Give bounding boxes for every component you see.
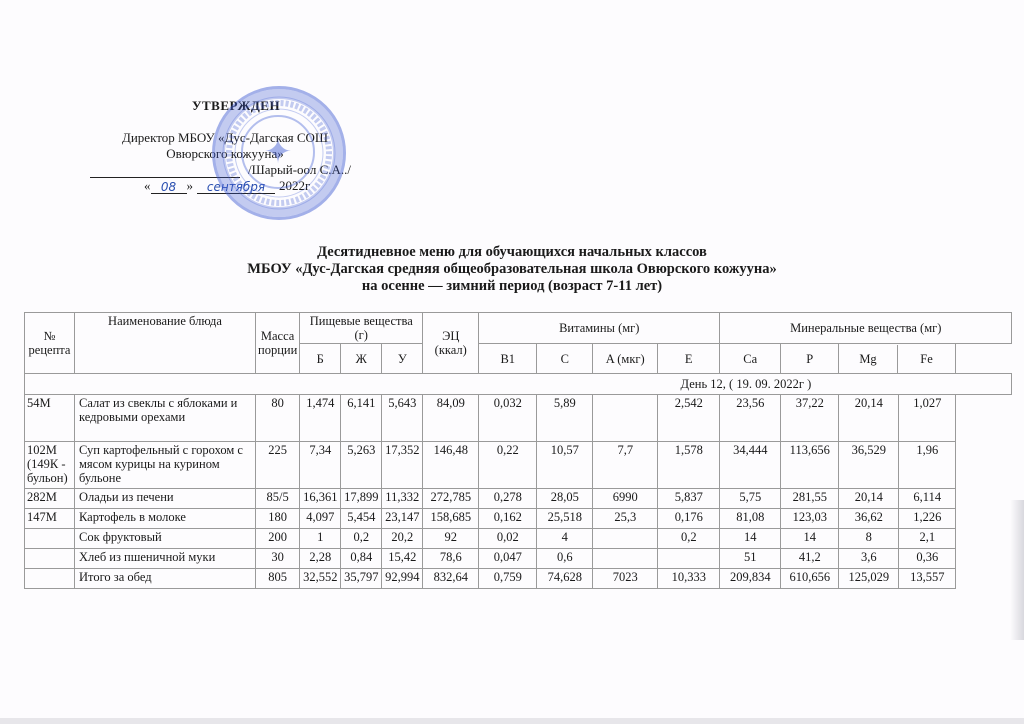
portion: 80 xyxy=(256,395,300,442)
vitamin-c: 74,628 xyxy=(537,569,593,589)
vitamin-e: 10,333 xyxy=(658,569,720,589)
calcium: 51 xyxy=(720,549,781,569)
approval-signer: /Шарый-оол С.А../ xyxy=(248,162,352,177)
header-u: У xyxy=(382,344,423,374)
vitamin-c: 10,57 xyxy=(537,442,593,489)
vitamin-b1: 0,02 xyxy=(479,529,537,549)
vitamin-c: 0,6 xyxy=(537,549,593,569)
calcium: 5,75 xyxy=(720,489,781,509)
header-mg-fe xyxy=(839,344,956,374)
recipe-code: 147М xyxy=(25,509,75,529)
vitamin-a: 7023 xyxy=(593,569,658,589)
vitamin-e: 5,837 xyxy=(658,489,720,509)
page-edge-shadow xyxy=(1010,500,1024,640)
table-row xyxy=(25,509,1012,529)
portion: 225 xyxy=(256,442,300,489)
energy: 272,785 xyxy=(423,489,479,509)
header-portion: Масса порции xyxy=(256,313,300,374)
fat: 5,263 xyxy=(341,442,382,489)
portion: 805 xyxy=(256,569,300,589)
fat: 0,2 xyxy=(341,529,382,549)
calcium: 14 xyxy=(720,529,781,549)
day-label: День 12, ( 19. 09. 2022г ) xyxy=(25,374,1012,395)
approval-heading: УТВЕРЖДЕН xyxy=(191,98,281,113)
header-zh: Ж xyxy=(341,344,382,374)
header-mg: Mg xyxy=(839,345,898,373)
carbs: 11,332 xyxy=(382,489,423,509)
header-recipe-no: № рецепта xyxy=(25,313,75,374)
phosphorus: 610,656 xyxy=(781,569,839,589)
vitamin-a xyxy=(593,529,658,549)
vitamin-c: 5,89 xyxy=(537,395,593,442)
magnesium: 20,14 xyxy=(839,395,899,442)
calcium: 81,08 xyxy=(720,509,781,529)
dish-name: Суп картофельный с горохом с мясом курицы на курином бульоне xyxy=(75,442,256,489)
header-a: A (мкг) xyxy=(593,344,658,374)
header-c: C xyxy=(537,344,593,374)
energy: 146,48 xyxy=(423,442,479,489)
portion: 180 xyxy=(256,509,300,529)
header-nutrients: Пищевые вещества (г) xyxy=(300,313,423,344)
energy: 78,6 xyxy=(423,549,479,569)
header-energy: ЭЦ (ккал) xyxy=(423,313,479,374)
vitamin-c: 25,518 xyxy=(537,509,593,529)
recipe-code: 102М (149К - бульон) xyxy=(25,442,75,489)
approval-organization: Овюрского кожууна» xyxy=(166,146,284,161)
header-vitamins: Витамины (мг) xyxy=(479,313,720,344)
energy: 832,64 xyxy=(423,569,479,589)
protein: 1,474 xyxy=(300,395,341,442)
header-minerals: Минеральные вещества (мг) xyxy=(720,313,1012,344)
header-e: E xyxy=(658,344,720,374)
calcium: 34,444 xyxy=(720,442,781,489)
phosphorus: 37,22 xyxy=(781,395,839,442)
menu-table xyxy=(24,312,1012,589)
title-line-2: МБОУ «Дус-Дагская средняя общеобразовательная школа Овюрского кожууна» xyxy=(247,261,777,277)
fat: 6,141 xyxy=(341,395,382,442)
document-title xyxy=(0,244,1024,295)
portion: 85/5 xyxy=(256,489,300,509)
dish-name: Хлеб из пшеничной муки xyxy=(75,549,256,569)
vitamin-a: 6990 xyxy=(593,489,658,509)
energy: 158,685 xyxy=(423,509,479,529)
recipe-code xyxy=(25,569,75,589)
carbs: 92,994 xyxy=(382,569,423,589)
protein: 7,34 xyxy=(300,442,341,489)
vitamin-b1: 0,22 xyxy=(479,442,537,489)
vitamin-c: 28,05 xyxy=(537,489,593,509)
dish-name: Салат из свеклы с яблоками и кедровыми орехами xyxy=(75,395,256,442)
vitamin-c: 4 xyxy=(537,529,593,549)
vitamin-e: 1,578 xyxy=(658,442,720,489)
day-row xyxy=(25,374,1012,395)
protein: 16,361 xyxy=(300,489,341,509)
protein: 2,28 xyxy=(300,549,341,569)
header-b: Б xyxy=(300,344,341,374)
date-open-quote: « xyxy=(144,178,151,193)
iron: 2,1 xyxy=(899,529,956,549)
phosphorus: 281,55 xyxy=(781,489,839,509)
calcium: 209,834 xyxy=(720,569,781,589)
fat: 5,454 xyxy=(341,509,382,529)
carbs: 23,147 xyxy=(382,509,423,529)
magnesium: 20,14 xyxy=(839,489,899,509)
recipe-code: 54М xyxy=(25,395,75,442)
protein: 1 xyxy=(300,529,341,549)
fat: 0,84 xyxy=(341,549,382,569)
date-day: 08 xyxy=(151,179,187,194)
header-b1: B1 xyxy=(479,344,537,374)
vitamin-e: 0,2 xyxy=(658,529,720,549)
vitamin-e: 0,176 xyxy=(658,509,720,529)
iron: 1,027 xyxy=(899,395,956,442)
totals-row xyxy=(25,569,1012,589)
iron: 0,36 xyxy=(899,549,956,569)
vitamin-b1: 0,278 xyxy=(479,489,537,509)
table-row xyxy=(25,442,1012,489)
fat: 17,899 xyxy=(341,489,382,509)
carbs: 15,42 xyxy=(382,549,423,569)
date-year: 2022г xyxy=(279,178,311,193)
phosphorus: 113,656 xyxy=(781,442,839,489)
portion: 30 xyxy=(256,549,300,569)
carbs: 20,2 xyxy=(382,529,423,549)
header-dish-name: Наименование блюда xyxy=(75,313,256,374)
protein: 4,097 xyxy=(300,509,341,529)
magnesium: 8 xyxy=(839,529,899,549)
totals-label: Итого за обед xyxy=(75,569,256,589)
vitamin-a xyxy=(593,549,658,569)
iron: 13,557 xyxy=(899,569,956,589)
recipe-code xyxy=(25,549,75,569)
energy: 84,09 xyxy=(423,395,479,442)
vitamin-a: 7,7 xyxy=(593,442,658,489)
carbs: 17,352 xyxy=(382,442,423,489)
magnesium: 36,529 xyxy=(839,442,899,489)
iron: 1,96 xyxy=(899,442,956,489)
dish-name: Сок фруктовый xyxy=(75,529,256,549)
portion: 200 xyxy=(256,529,300,549)
table-row xyxy=(25,549,1012,569)
date-close-quote: » xyxy=(186,178,193,193)
recipe-code: 282М xyxy=(25,489,75,509)
iron: 6,114 xyxy=(899,489,956,509)
dish-name: Оладьи из печени xyxy=(75,489,256,509)
header-p: P xyxy=(781,344,839,374)
carbs: 5,643 xyxy=(382,395,423,442)
magnesium: 36,62 xyxy=(839,509,899,529)
approval-position: Директор МБОУ «Дус-Дагская СОШ xyxy=(121,130,329,145)
phosphorus: 123,03 xyxy=(781,509,839,529)
vitamin-b1: 0,162 xyxy=(479,509,537,529)
dish-name: Картофель в молоке xyxy=(75,509,256,529)
energy: 92 xyxy=(423,529,479,549)
vitamin-a xyxy=(593,395,658,442)
vitamin-a: 25,3 xyxy=(593,509,658,529)
vitamin-e xyxy=(658,549,720,569)
magnesium: 3,6 xyxy=(839,549,899,569)
vitamin-e: 2,542 xyxy=(658,395,720,442)
table-row xyxy=(25,489,1012,509)
header-ca: Ca xyxy=(720,344,781,374)
page-bottom-edge xyxy=(0,718,1024,724)
calcium: 23,56 xyxy=(720,395,781,442)
title-line-3: на осенне — зимний период (возраст 7-11 лет) xyxy=(361,278,663,294)
magnesium: 125,029 xyxy=(839,569,899,589)
recipe-code xyxy=(25,529,75,549)
phosphorus: 14 xyxy=(781,529,839,549)
phosphorus: 41,2 xyxy=(781,549,839,569)
iron: 1,226 xyxy=(899,509,956,529)
vitamin-b1: 0,032 xyxy=(479,395,537,442)
table-row xyxy=(25,395,1012,442)
vitamin-b1: 0,047 xyxy=(479,549,537,569)
official-stamp xyxy=(212,86,346,220)
protein: 32,552 xyxy=(300,569,341,589)
date-month: сентября xyxy=(197,179,275,194)
header-fe: Fe xyxy=(920,351,933,366)
title-line-1: Десятидневное меню для обучающихся начальных классов xyxy=(317,244,707,260)
fat: 35,797 xyxy=(341,569,382,589)
table-row xyxy=(25,529,1012,549)
stamp-emblem-icon: ✦ xyxy=(241,115,315,189)
vitamin-b1: 0,759 xyxy=(479,569,537,589)
